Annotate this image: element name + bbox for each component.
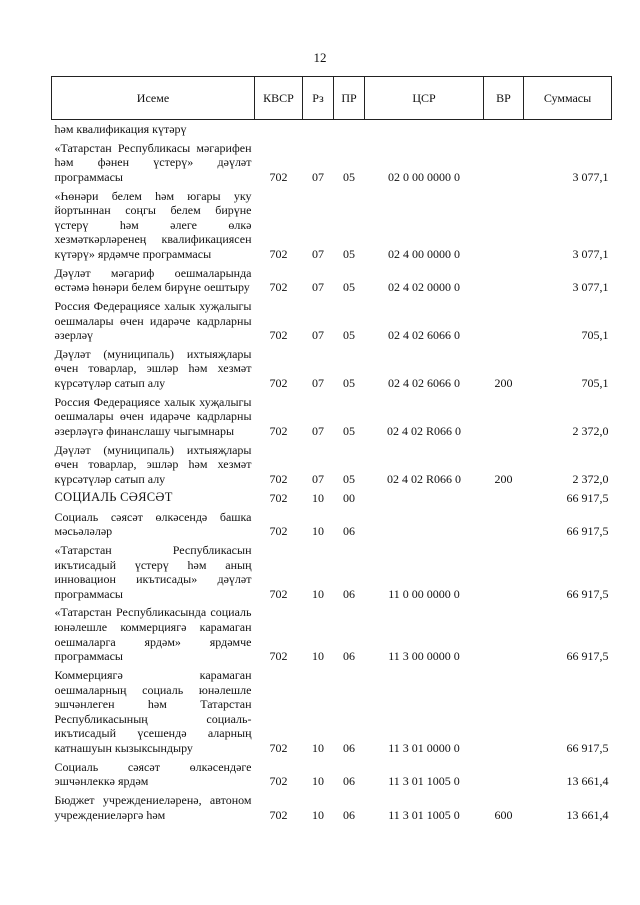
cell-name: Социаль сәясәт өлкәсендә башка мәсьәләләр (54, 509, 252, 539)
cell-kvsr: 702 (269, 586, 288, 601)
cell-name: Коммерциягә карамаган оешмаларның социаль юнәлешле эшчәнлеген һәм Татарстан Республикасының социаль-икътисадый үсешендә аларның катнашуын кызыксындыру (54, 667, 252, 755)
table-row (52, 139, 612, 187)
cell-sum: 66 917,5 (566, 649, 609, 664)
column-header-vr: ВР (484, 77, 524, 120)
cell-sum: 66 917,5 (566, 491, 609, 505)
cell-name: «Һөнәри белем һәм югары уку йортыннан соңгы белем бирүне үстерү һәм әлеге өлкә хезмәткәрләренең квалификациясен күтәрү» ярдәмче программасы (54, 188, 252, 261)
cell-kvsr: 702 (269, 774, 288, 789)
cell-pr: 06 (343, 774, 355, 789)
cell-kvsr: 702 (269, 649, 288, 664)
table-row (52, 541, 612, 604)
cell-sum: 2 372,0 (572, 471, 609, 486)
cell-rz: 07 (312, 247, 324, 261)
column-header-sum: Суммасы (524, 77, 612, 120)
cell-sum: 13 661,4 (566, 807, 609, 822)
cell-name: Россия Федерациясе халык хуҗалыгы оешмалары өчен идарәче кадрларны әзерләү (54, 298, 252, 343)
column-header-name: Исеме (52, 77, 255, 120)
cell-pr: 06 (343, 741, 355, 755)
column-header-csr: ЦСР (365, 77, 484, 120)
table-header (52, 77, 612, 120)
cell-name: һәм квалификация күтәрү (54, 122, 187, 136)
cell-pr: 05 (343, 280, 355, 295)
cell-csr: 11 3 00 0000 0 (388, 649, 460, 664)
cell-kvsr: 702 (269, 247, 288, 261)
cell-vr (484, 393, 524, 441)
cell-sum: 66 917,5 (566, 741, 609, 755)
cell-rz: 07 (312, 376, 324, 390)
cell-vr (484, 139, 524, 187)
cell-rz: 07 (312, 280, 324, 295)
cell-pr: 05 (343, 247, 355, 261)
cell-sum: 66 917,5 (566, 586, 609, 601)
cell-vr: 200 (494, 376, 513, 390)
cell-kvsr: 702 (269, 280, 288, 295)
cell-sum: 3 077,1 (572, 247, 609, 261)
cell-vr (484, 666, 524, 758)
cell-csr: 02 4 02 6066 0 (388, 376, 460, 390)
cell-pr: 05 (343, 423, 355, 438)
table-row (52, 187, 612, 264)
cell-pr: 06 (343, 586, 355, 601)
table-row (52, 603, 612, 666)
cell-rz: 07 (312, 423, 324, 438)
cell-csr: 02 4 02 0000 0 (388, 280, 460, 295)
cell-sum: 705,1 (581, 376, 609, 390)
cell-rz: 10 (312, 586, 324, 601)
cell-rz: 07 (312, 328, 324, 343)
cell-rz: 10 (312, 524, 324, 539)
column-header-rz: Рз (303, 77, 334, 120)
table-row (52, 508, 612, 541)
cell-vr: 200 (494, 471, 513, 486)
cell-name: Дәүләт (муниципаль) ихтыяҗлары өчен товарлар, эшләр һәм хезмәт күрсәтүләр сатып алу (54, 346, 252, 390)
cell-vr (484, 603, 524, 666)
column-header-kvsr: КВСР (255, 77, 303, 120)
cell-kvsr: 702 (269, 807, 288, 822)
cell-csr (365, 120, 484, 139)
cell-csr: 11 3 01 1005 0 (388, 807, 460, 822)
cell-kvsr: 702 (269, 471, 288, 486)
cell-vr (484, 264, 524, 297)
cell-vr (484, 508, 524, 541)
cell-pr: 05 (343, 376, 355, 390)
column-header-pr: ПР (334, 77, 365, 120)
cell-csr (365, 508, 484, 541)
cell-kvsr: 702 (269, 376, 288, 390)
cell-kvsr: 702 (269, 491, 288, 505)
cell-csr: 02 4 02 R066 0 (386, 471, 461, 486)
cell-name: СОЦИАЛЬ СӘЯСӘТ (54, 490, 173, 505)
cell-csr: 02 0 00 0000 0 (388, 169, 460, 184)
cell-name: «Татарстан Республикасы мәгарифен һәм фәнен үстерү» дәүләт программасы (54, 140, 252, 184)
cell-vr (484, 488, 524, 507)
cell-pr: 06 (343, 649, 355, 664)
cell-pr: 05 (343, 169, 355, 184)
table-row (52, 297, 612, 345)
cell-pr: 00 (343, 491, 355, 505)
cell-sum: 2 372,0 (572, 423, 609, 438)
cell-csr (365, 488, 484, 507)
cell-kvsr: 702 (269, 524, 288, 539)
table-row (52, 666, 612, 758)
cell-kvsr (255, 120, 303, 139)
cell-name: Дәүләт мәгариф оешмаларында өстәмә һөнәри белем бирүне оештыру (54, 265, 252, 295)
cell-name: Дәүләт (муниципаль) ихтыяҗлары өчен товарлар, эшләр һәм хезмәт күрсәтүләр сатып алу (54, 442, 252, 486)
cell-csr: 02 4 02 R066 0 (386, 423, 461, 438)
cell-csr: 11 3 01 1005 0 (388, 774, 460, 789)
cell-vr (484, 758, 524, 791)
cell-vr (484, 187, 524, 264)
table-row (52, 488, 612, 507)
cell-csr: 11 3 01 0000 0 (388, 741, 460, 755)
cell-rz: 10 (312, 807, 324, 822)
cell-vr (484, 541, 524, 604)
table-row (52, 345, 612, 393)
cell-name: Социаль сәясәт өлкәсендәге эшчәнлеккә ярдәм (54, 759, 252, 789)
cell-pr: 06 (343, 524, 355, 539)
cell-sum: 3 077,1 (572, 280, 609, 295)
cell-name: «Татарстан Республикасында социаль юнәлешле коммерциягә карамаган оешмаларга ярдәм» ярдәмче программасы (54, 605, 252, 664)
cell-rz: 10 (312, 741, 324, 755)
table-row (52, 758, 612, 791)
cell-csr: 02 4 00 0000 0 (388, 247, 460, 261)
cell-name: Россия Федерациясе халык хуҗалыгы оешмалары өчен идарәче кадрларны әзерләүгә финанслашу чыгымнары (54, 394, 252, 438)
table-row (52, 791, 612, 824)
cell-csr: 02 4 02 6066 0 (388, 328, 460, 343)
cell-sum: 13 661,4 (566, 774, 609, 789)
table-body (52, 120, 612, 825)
cell-sum (524, 120, 612, 139)
cell-rz: 07 (312, 169, 324, 184)
cell-rz: 07 (312, 471, 324, 486)
header-row (52, 77, 612, 120)
page-number: 12 (313, 50, 327, 65)
cell-pr: 06 (343, 807, 355, 822)
table-row (52, 120, 612, 139)
cell-vr (484, 120, 524, 139)
cell-name: Бюджет учреждениеләренә, автоном учреждениеләргә һәм (54, 792, 252, 822)
cell-kvsr: 702 (269, 423, 288, 438)
cell-kvsr: 702 (269, 741, 288, 755)
cell-pr: 05 (343, 471, 355, 486)
cell-vr (484, 297, 524, 345)
cell-sum: 66 917,5 (566, 524, 609, 539)
cell-pr (334, 120, 365, 139)
cell-rz: 10 (312, 774, 324, 789)
table-row (52, 393, 612, 441)
table-row (52, 264, 612, 297)
cell-sum: 705,1 (581, 328, 609, 343)
cell-rz: 10 (312, 649, 324, 664)
cell-pr: 05 (343, 328, 355, 343)
cell-kvsr: 702 (269, 169, 288, 184)
cell-rz: 10 (312, 491, 324, 505)
cell-name: «Татарстан Республикасын икътисадый үстерү һәм аның инновацион икътисады» дәүләт программасы (54, 542, 252, 601)
cell-kvsr: 702 (269, 328, 288, 343)
cell-rz (303, 120, 334, 139)
cell-csr: 11 0 00 0000 0 (388, 586, 460, 601)
table-row (52, 441, 612, 489)
cell-vr: 600 (494, 807, 513, 822)
budget-table (51, 76, 612, 824)
cell-sum: 3 077,1 (572, 169, 609, 184)
